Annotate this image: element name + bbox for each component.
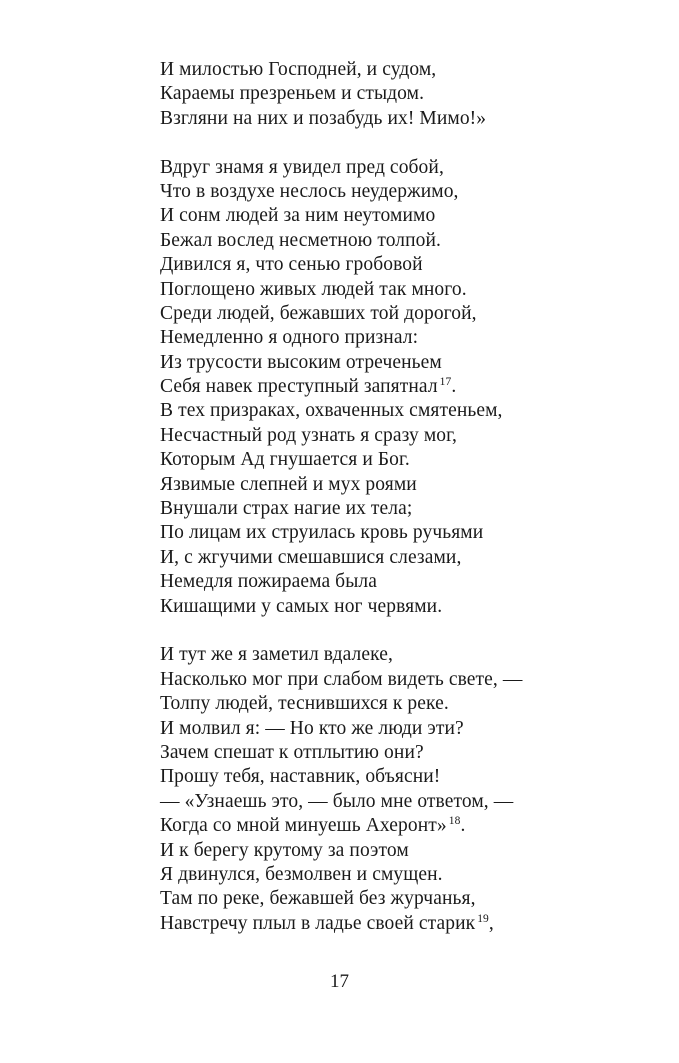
poem-line: [160, 107, 580, 131]
poem-line-text: И, с жгучими смешавшися слезами,: [160, 546, 462, 568]
poem-line-text: Зачем спешат к отплытию они?: [160, 741, 424, 763]
poem-line-text: Там по реке, бежавшей без журчанья,: [160, 888, 476, 910]
poem-line: [160, 204, 580, 228]
poem-line: [160, 351, 580, 375]
poem-line: [160, 717, 580, 741]
poem-line: [160, 741, 580, 765]
poem-line: [160, 58, 580, 82]
poem-line: [160, 521, 580, 545]
poem-line: [160, 82, 580, 106]
poem-line: [160, 326, 580, 350]
poem-line-text: Вдруг знамя я увидел пред собой,: [160, 156, 444, 178]
poem-line: [160, 399, 580, 423]
poem-line: [160, 765, 580, 789]
poem-line: [160, 863, 580, 887]
poem-line-text: В тех призраках, охваченных смятеньем,: [160, 400, 503, 422]
poem-line: [160, 643, 580, 667]
poem-line-text: Толпу людей, теснившихся к реке.: [160, 693, 449, 715]
poem-line: [160, 424, 580, 448]
poem-text: [160, 58, 580, 936]
poem-line: [160, 448, 580, 472]
poem-line-text: Среди людей, бежавших той дорогой,: [160, 302, 477, 324]
stanza: [160, 643, 580, 936]
poem-line: [160, 375, 580, 399]
poem-line: [160, 570, 580, 594]
poem-line: [160, 302, 580, 326]
poem-line-text: И сонм людей за ним неутомимо: [160, 205, 436, 227]
poem-line: [160, 839, 580, 863]
poem-line-text: Немедленно я одного признал:: [160, 327, 419, 349]
poem-line-text: Внушали страх нагие их тела;: [160, 498, 413, 520]
footnote-marker: 18: [448, 815, 461, 828]
line-end-punctuation: ,: [488, 912, 494, 934]
poem-line-text: И тут же я заметил вдалеке,: [160, 644, 393, 666]
poem-line-text: Прошу тебя, наставник, объясни!: [160, 766, 441, 788]
stanza: [160, 58, 580, 131]
poem-line-text: Я двинулся, безмолвен и смущен.: [160, 863, 443, 885]
footnote-marker: 19: [477, 912, 489, 925]
poem-line: [160, 278, 580, 302]
poem-line-text: Взгляни на них и позабудь их! Мимо!»: [160, 107, 487, 129]
poem-line-text: И к берегу крутому за поэтом: [160, 839, 409, 861]
poem-line: [160, 229, 580, 253]
poem-line: [160, 912, 580, 936]
poem-line: [160, 887, 580, 911]
poem-line: [160, 180, 580, 204]
poem-line: [160, 814, 580, 838]
page-number: 17: [330, 971, 349, 992]
poem-line-text: И молвил я: — Но кто же люди эти?: [160, 717, 464, 739]
poem-line: [160, 473, 580, 497]
line-end-punctuation: .: [460, 815, 466, 837]
poem-line-text: Из трусости высоким отреченьем: [160, 351, 442, 373]
poem-line: [160, 497, 580, 521]
poem-line-text: Бежал вослед несметною толпой.: [160, 229, 442, 251]
footnote-marker: 17: [439, 376, 452, 389]
poem-line-text: Немедля пожираема была: [160, 571, 377, 593]
poem-line: [160, 546, 580, 570]
poem-line-text: Поглощено живых людей так много.: [160, 278, 467, 300]
poem-line-text: Когда со мной минуешь Ахеронт»: [160, 815, 447, 837]
poem-line-text: Караемы презреньем и стыдом.: [160, 83, 425, 105]
poem-line: [160, 156, 580, 180]
poem-line-text: — «Узнаешь это, — было мне ответом, —: [160, 790, 514, 812]
poem-line-text: Кишащими у самых ног червями.: [160, 595, 443, 617]
poem-line-text: По лицам их струилась кровь ручьями: [160, 522, 484, 544]
line-end-punctuation: .: [451, 376, 457, 398]
poem-line-text: Которым Ад гнушается и Бог.: [160, 449, 410, 471]
stanza: [160, 156, 580, 619]
poem-line-text: Язвимые слепней и мух роями: [160, 473, 417, 495]
poem-line-text: Себя навек преступный запятнал: [160, 376, 438, 398]
poem-line-text: Несчастный род узнать я сразу мог,: [160, 424, 458, 446]
poem-line-text: Насколько мог при слабом видеть свете, —: [160, 668, 523, 690]
poem-line-text: Дивился я, что сенью гробовой: [160, 254, 423, 276]
poem-line: [160, 668, 580, 692]
poem-line: [160, 692, 580, 716]
poem-line: [160, 253, 580, 277]
poem-line-text: Что в воздухе неслось неудержимо,: [160, 180, 459, 202]
poem-line: [160, 790, 580, 814]
poem-line: [160, 595, 580, 619]
poem-line-text: И милостью Господней, и судом,: [160, 59, 437, 80]
poem-line-text: Навстречу плыл в ладье своей старик: [160, 912, 476, 934]
